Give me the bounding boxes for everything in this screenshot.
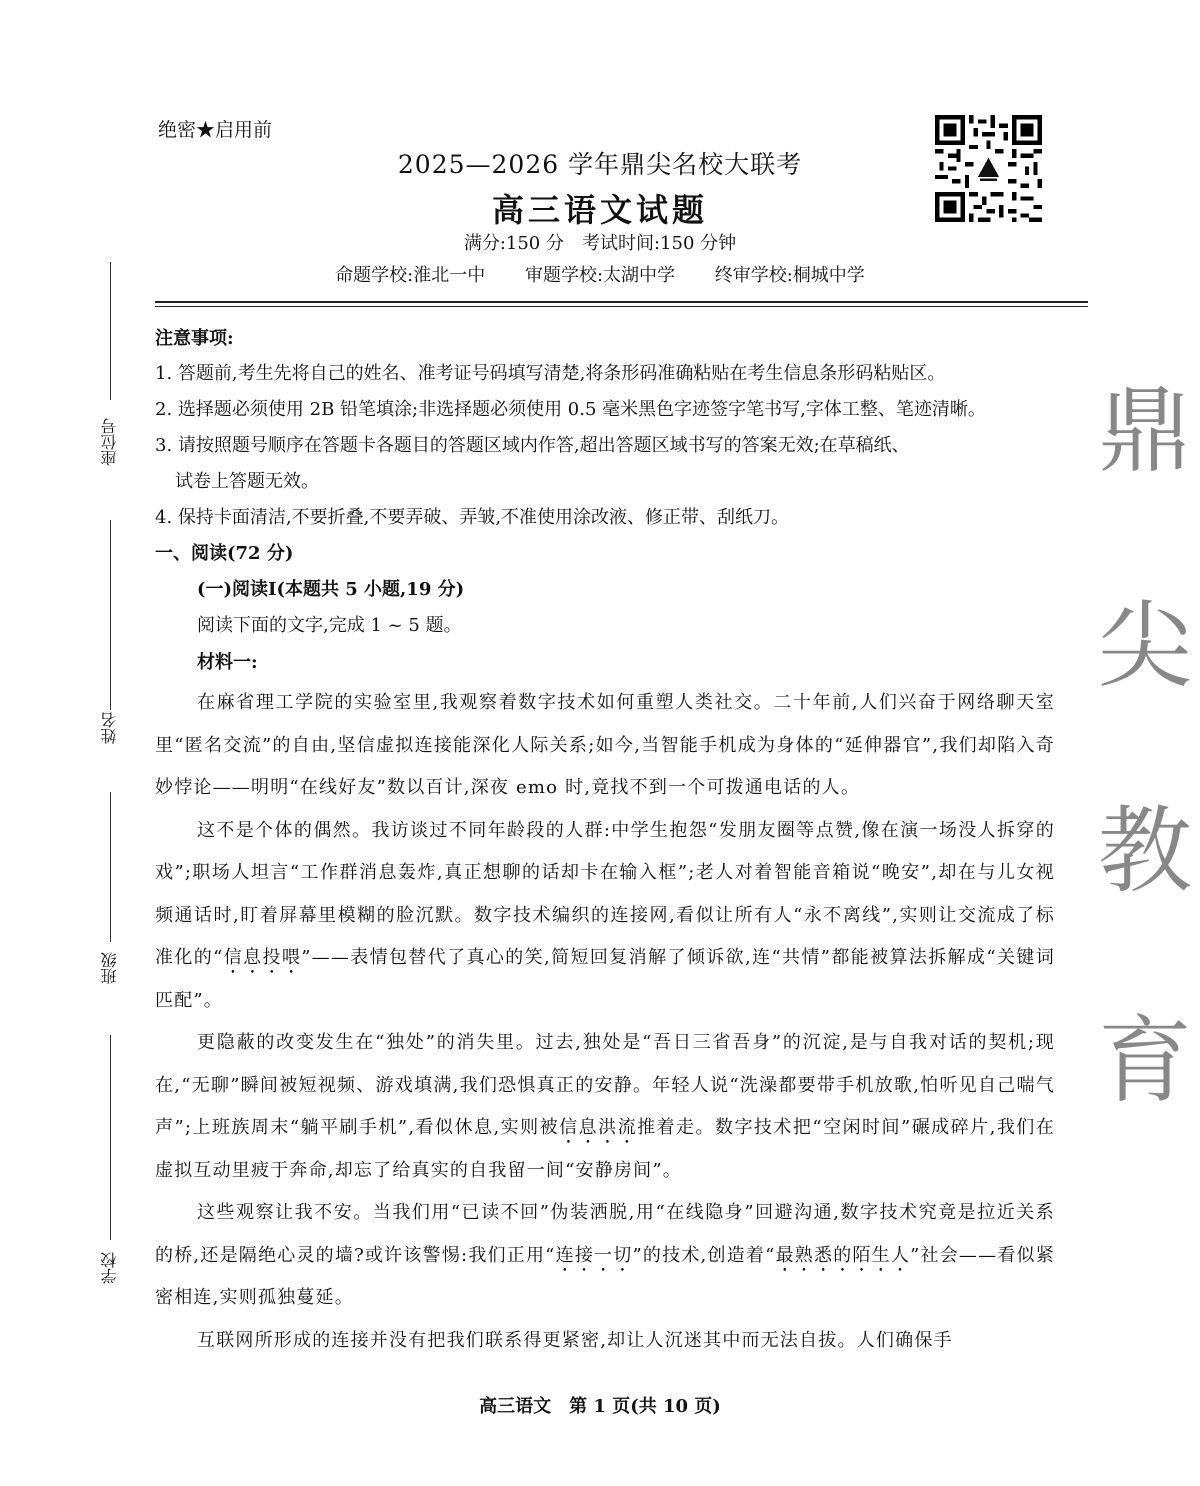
passage-text: 推着走。数字技术把“空闲时间”碾成碎片,我们在虚拟互动里疲于奔命,却忘了给真实的自我留一间“安静房间”。 <box>155 1117 1055 1181</box>
passage-paragraph <box>155 810 1055 1023</box>
header-divider-thin <box>155 306 1088 307</box>
emphasized-term: 最熟悉的陌生人 <box>775 1244 911 1266</box>
passage-paragraph: 互联网所形成的连接并没有把我们联系得更紧密,却让人沉迷其中而无法自拔。人们确保手 <box>197 1329 953 1351</box>
header-divider <box>155 301 1088 303</box>
passage-text: ”的技术,创造着“ <box>632 1244 776 1266</box>
brand-watermark-char: 尖 <box>1097 592 1192 701</box>
note-item: 4. 保持卡面清洁,不要折叠,不要弄破、弄皱,不准使用涂改液、修正带、刮纸刀。 <box>155 507 790 528</box>
brand-watermark-char: 教 <box>1097 797 1192 906</box>
binding-line <box>110 1035 111 1240</box>
notes-heading: 注意事项: <box>155 328 234 349</box>
passage-text: 更隐蔽的改变发生在“独处”的消失里。过去,独处是“吾日三省吾身”的沉淀,是与自我对话的契机;现在,“无聊”瞬间被短视频、游戏填满,我们恐惧真正的安静。年轻人说“洗澡都要带手机放歌,怕听见自己喘气声”;上班族周末“躺平刷手机”,看似休息,实则被 <box>155 1032 1055 1138</box>
passage-paragraph: 在麻省理工学院的实验室里,我观察着数字技术如何重塑人类社交。二十年前,人们兴奋于网络聊天室里“匿名交流”的自由,坚信虚拟连接能深化人际关系;如今,当智能手机成为身体的“延伸器官”,我们却陷入奇妙悖论——明明“在线好友”数以百计,深夜 emo 时,竟找不到一个可拨通电话的人。 <box>155 692 1055 798</box>
qr-code-icon <box>935 115 1042 222</box>
emphasized-term: 信息投喂 <box>223 947 302 968</box>
note-item-continued: 试卷上答题无效。 <box>175 471 319 492</box>
binding-line <box>110 792 111 942</box>
name-label: 姓名 <box>100 712 119 744</box>
brand-watermark-char: 鼎 <box>1097 377 1192 486</box>
passage-paragraph <box>155 1192 1055 1320</box>
score-info: 满分:150 分 考试时间:150 分钟 <box>463 233 737 254</box>
section-heading: 一、阅读(72 分) <box>155 543 294 564</box>
passage-paragraph <box>155 1022 1055 1192</box>
passage-text: 这些观察让我不安。当我们用“已读不回”伪装洒脱,用“在线隐身”回避沟通,数字技术究竟是拉近关系的桥,还是隔绝心灵的墙?或许该警惕:我们正用“ <box>155 1202 1055 1266</box>
class-label: 班级 <box>100 952 119 984</box>
note-item: 3. 请按照题号顺序在答题卡各题目的答题区域内作答,超出答题区域书写的答案无效;在草稿纸、 <box>155 435 910 456</box>
confidential-label: 绝密★启用前 <box>158 119 273 141</box>
emphasized-term: 连接一切 <box>555 1244 633 1266</box>
subsection-heading: (一)阅读Ⅰ(本题共 5 小题,19 分) <box>197 579 465 600</box>
seat-number-label: 座位号 <box>100 418 119 466</box>
school-label: 学校 <box>100 1252 119 1284</box>
emphasized-term: 信息洪流 <box>559 1117 638 1138</box>
passage-text: 这不是个体的偶然。我访谈过不同年龄段的人群:中学生抱怨“发朋友圈等点赞,像在演一场没人拆穿的戏”;职场人坦言“工作群消息轰炸,真正想聊的话却卡在输入框”;老人对着智能音箱说“晚安”,却在与儿女视频通话时,盯着屏幕里模糊的脸沉默。数字技术编织的连接网,看似让所有人“永不离线”,实则让交流成了标准化的“ <box>155 819 1055 968</box>
school-info: 命题学校:淮北一中 审题学校:太湖中学 终审学校:桐城中学 <box>335 265 865 286</box>
subject-title: 高三语文试题 <box>491 191 708 229</box>
page-footer: 高三语文 第 1 页(共 10 页) <box>479 1396 721 1417</box>
material-label: 材料一: <box>197 652 258 673</box>
passage-text: ”——表情包替代了真心的笑,简短回复消解了倾诉欲,连“共情”都能被算法拆解成“关键词匹配”。 <box>155 947 1055 1011</box>
note-item: 1. 答题前,考生先将自己的姓名、准考证号码填写清楚,将条形码准确粘贴在考生信息条形码粘贴区。 <box>155 363 946 384</box>
passage-text: ”社会——看似紧密相连,实则孤独蔓延。 <box>155 1244 1055 1308</box>
binding-line <box>110 262 111 400</box>
note-item: 2. 选择题必须使用 2B 铅笔填涂;非选择题必须使用 0.5 毫米黑色字迹签字笔书写,字体工整、笔迹清晰。 <box>155 399 986 420</box>
binding-line <box>110 520 111 710</box>
exam-content <box>155 322 1055 1362</box>
reading-instruction: 阅读下面的文字,完成 1 ~ 5 题。 <box>197 615 462 636</box>
exam-title: 2025—2026 学年鼎尖名校大联考 <box>397 150 803 179</box>
brand-watermark-char: 育 <box>1097 1007 1192 1116</box>
